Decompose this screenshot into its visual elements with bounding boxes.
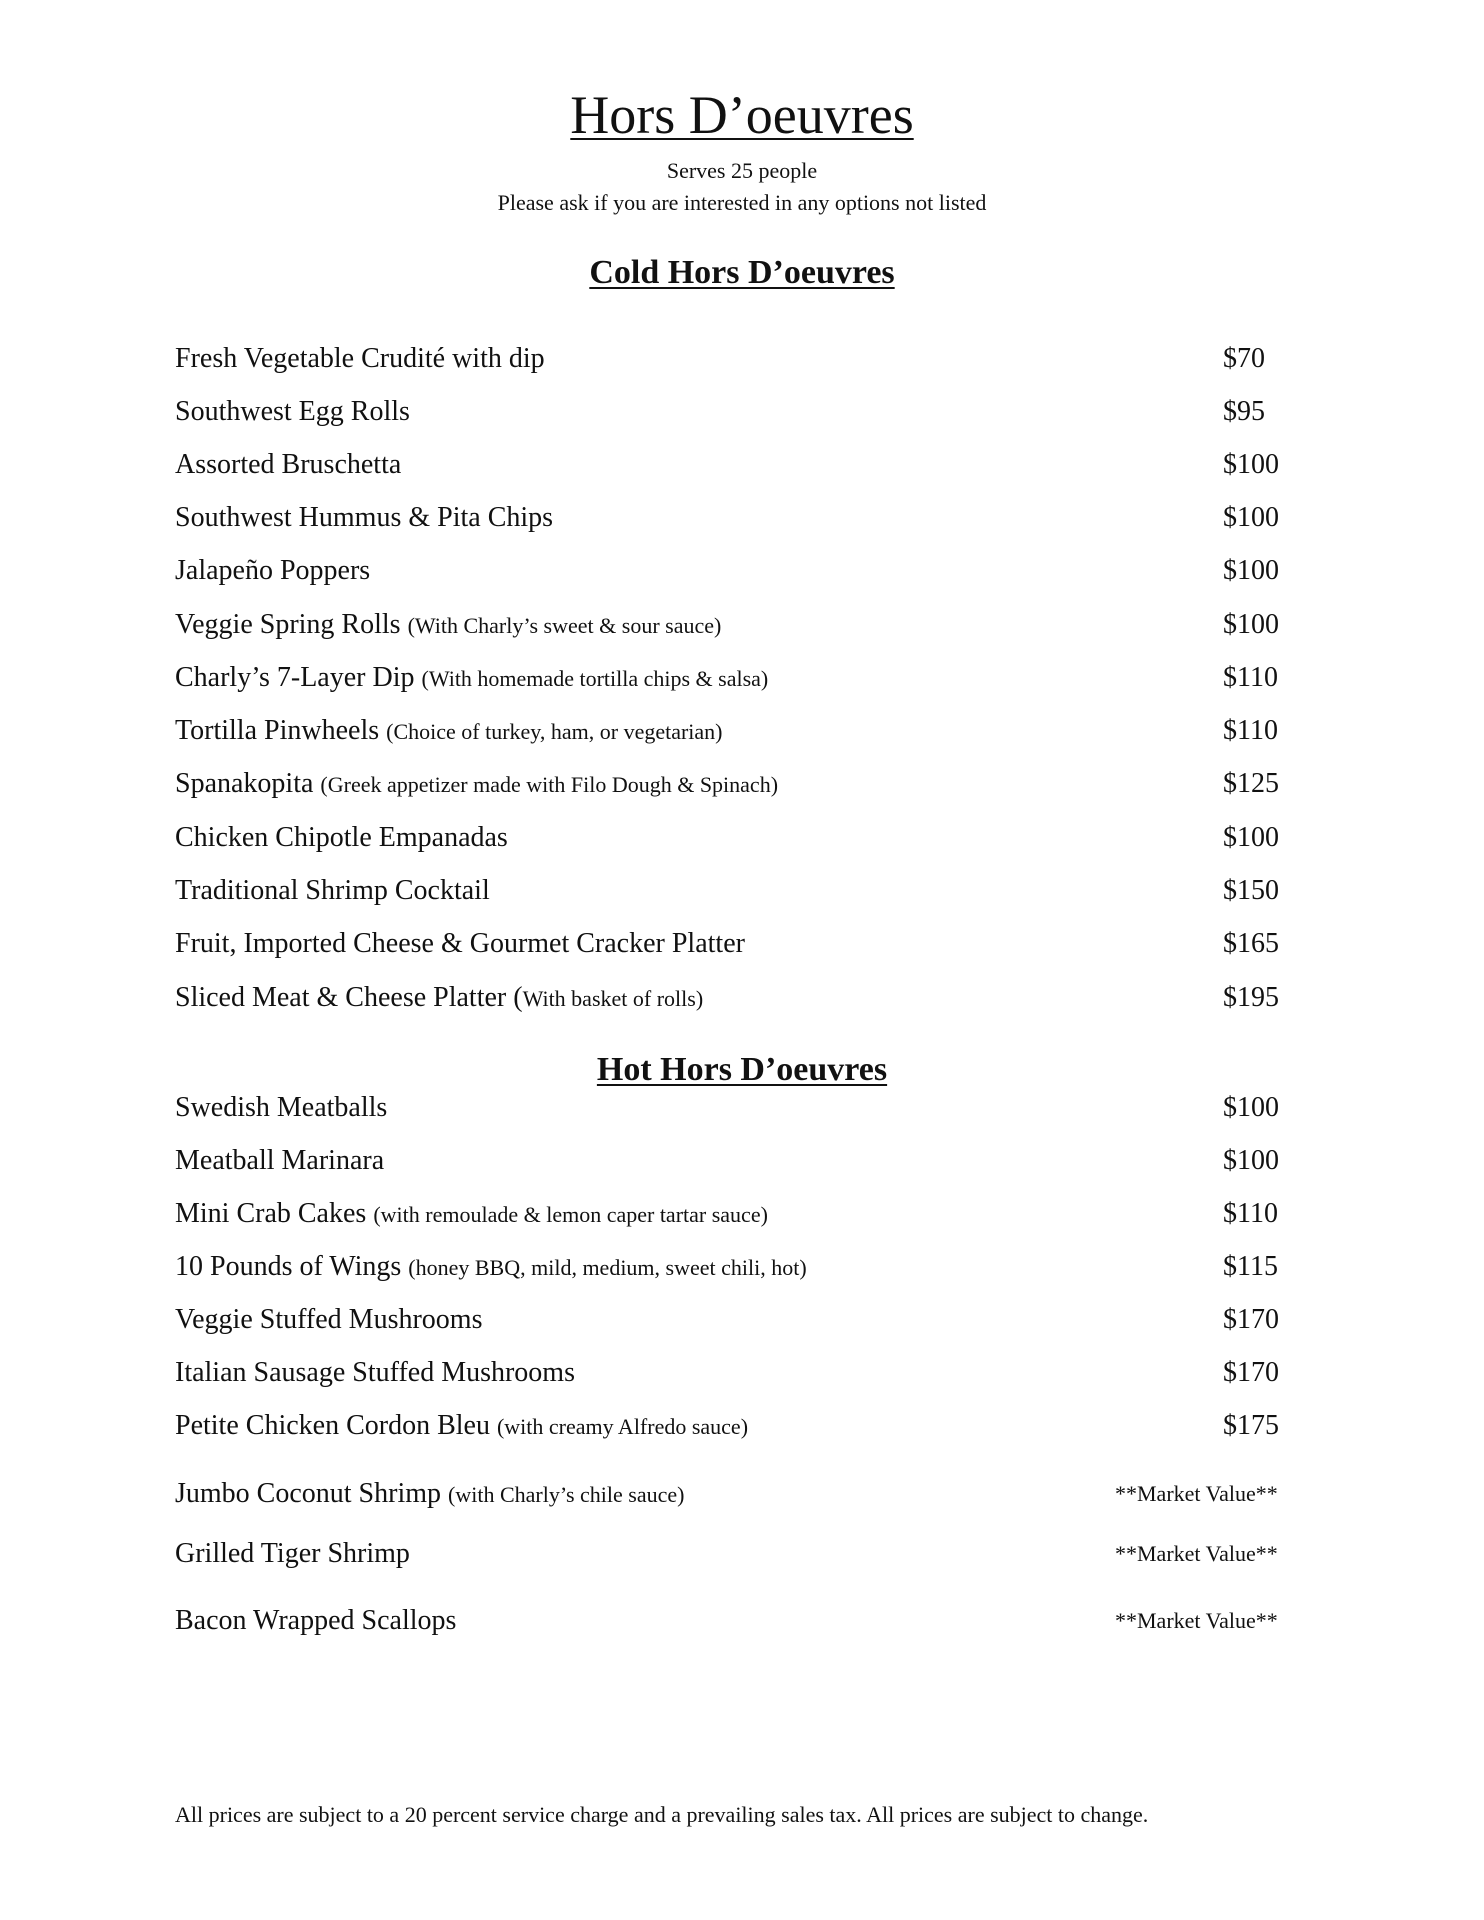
- menu-item-name: [175, 1247, 807, 1288]
- menu-item-price: $100: [1223, 609, 1279, 640]
- menu-item-title: Sliced Meat & Cheese Platter (: [175, 982, 523, 1013]
- menu-item-description: (with Charly’s chile sauce): [448, 1482, 685, 1507]
- page-title: Hors D’oeuvres: [570, 85, 914, 145]
- menu-item-title: Jalapeño Poppers: [175, 555, 371, 586]
- menu-item-title: Fruit, Imported Cheese & Gourmet Cracker Platter: [175, 928, 745, 959]
- menu-item-title: Southwest Hummus & Pita Chips: [175, 502, 554, 533]
- menu-item: [175, 605, 1305, 645]
- menu-item-title: Charly’s 7-Layer Dip: [175, 662, 415, 693]
- menu-item: [175, 978, 1305, 1018]
- menu-item-price: $115: [1223, 1251, 1278, 1282]
- menu-item-title: 10 Pounds of Wings: [175, 1251, 402, 1282]
- menu-item: [175, 1141, 1305, 1181]
- menu-item-description: (honey BBQ, mild, medium, sweet chili, hot): [408, 1255, 807, 1280]
- menu-item-name: [175, 1601, 456, 1641]
- menu-item: [175, 1406, 1305, 1446]
- menu-item-name: [175, 1141, 384, 1181]
- menu-item-title: Mini Crab Cakes: [175, 1198, 367, 1229]
- menu-item-name: [175, 498, 553, 538]
- menu-item-title: Traditional Shrimp Cocktail: [175, 875, 490, 906]
- menu-item-price: $170: [1223, 1304, 1279, 1335]
- menu-item: [175, 339, 1305, 379]
- menu-item-title: Petite Chicken Cordon Bleu: [175, 1410, 490, 1441]
- menu-item-name: [175, 658, 768, 699]
- menu-item-name: [175, 1088, 387, 1128]
- menu-item: [175, 658, 1305, 698]
- menu-item: [175, 445, 1305, 485]
- menu-item-title: Jumbo Coconut Shrimp: [175, 1478, 442, 1509]
- menu-item-title: Tortilla Pinwheels: [175, 715, 380, 746]
- menu-item: [175, 1194, 1305, 1234]
- menu-item-name: [175, 978, 703, 1019]
- serves-note: Serves 25 people: [666, 158, 818, 183]
- menu-item-title: Assorted Bruschetta: [175, 449, 402, 480]
- menu-item-title: Bacon Wrapped Scallops: [175, 1605, 457, 1636]
- menu-item: [175, 1601, 1305, 1641]
- menu-item-description: (Choice of turkey, ham, or vegetarian): [386, 719, 723, 744]
- menu-item-title: Veggie Stuffed Mushrooms: [175, 1304, 483, 1335]
- menu-item-name: [175, 392, 410, 432]
- menu-item: [175, 711, 1305, 751]
- menu-item: [175, 498, 1305, 538]
- menu-item-description: (With Charly’s sweet & sour sauce): [407, 613, 722, 638]
- options-note: Please ask if you are interested in any options not listed: [497, 190, 987, 215]
- menu-item: [175, 924, 1305, 964]
- menu-item-name: [175, 1406, 748, 1447]
- menu-item-price: $165: [1223, 928, 1279, 959]
- menu-item-price: $100: [1223, 1145, 1279, 1176]
- menu-item-price: $70: [1223, 343, 1265, 374]
- menu-item: [175, 871, 1305, 911]
- hot-section-heading: Hot Hors D’oeuvres: [596, 1051, 888, 1088]
- menu-item-price: $175: [1223, 1410, 1279, 1441]
- menu-item-name: [175, 605, 721, 646]
- menu-item-title: Italian Sausage Stuffed Mushrooms: [175, 1357, 575, 1388]
- menu-item-name: [175, 764, 778, 805]
- menu-item-price: $110: [1223, 662, 1278, 693]
- menu-item-name: [175, 1353, 575, 1393]
- menu-item: [175, 1353, 1305, 1393]
- menu-item-description: With basket of rolls): [522, 986, 704, 1011]
- menu-item: [175, 551, 1305, 591]
- market-value-price: **Market Value**: [1115, 1541, 1278, 1566]
- menu-item-name: [175, 1534, 410, 1574]
- menu-item-price: $110: [1223, 1198, 1278, 1229]
- menu-item-name: [175, 1194, 768, 1235]
- menu-item: [175, 1247, 1305, 1287]
- menu-item-name: [175, 339, 545, 379]
- menu-item-title: Spanakopita: [175, 768, 314, 799]
- menu-item-name: [175, 871, 490, 911]
- menu-item-price: $100: [1223, 449, 1279, 480]
- market-value-price: **Market Value**: [1115, 1608, 1278, 1633]
- menu-item-price: $170: [1223, 1357, 1279, 1388]
- cold-section-heading: Cold Hors D’oeuvres: [589, 254, 895, 291]
- market-value-price: **Market Value**: [1115, 1481, 1278, 1506]
- menu-item-name: [175, 818, 508, 858]
- menu-item-name: [175, 924, 745, 964]
- menu-item-name: [175, 445, 401, 485]
- pricing-disclaimer: All prices are subject to a 20 percent service charge and a prevailing sales tax. All prices are subject to change.: [175, 1802, 1149, 1827]
- menu-item-name: [175, 711, 723, 752]
- menu-item-name: [175, 1300, 482, 1340]
- menu-item-price: $95: [1223, 396, 1265, 427]
- menu-item-title: Chicken Chipotle Empanadas: [175, 822, 508, 853]
- menu-item-description: (with creamy Alfredo sauce): [496, 1414, 749, 1439]
- menu-item-price: $125: [1223, 768, 1279, 799]
- menu-item: [175, 1300, 1305, 1340]
- menu-item-name: [175, 1474, 684, 1515]
- menu-item-description: (Greek appetizer made with Filo Dough & Spinach): [320, 772, 779, 797]
- menu-item-description: (with remoulade & lemon caper tartar sauce): [373, 1202, 768, 1227]
- menu-item-name: [175, 551, 370, 591]
- menu-item-title: Meatball Marinara: [175, 1145, 385, 1176]
- menu-item-description: (With homemade tortilla chips & salsa): [421, 666, 769, 691]
- menu-item: [175, 818, 1305, 858]
- menu-item-price: $100: [1223, 1092, 1279, 1123]
- menu-item-title: Fresh Vegetable Crudité with dip: [175, 343, 545, 374]
- menu-item-price: $110: [1223, 715, 1278, 746]
- menu-item: [175, 392, 1305, 432]
- menu-item: [175, 1088, 1305, 1128]
- menu-item-price: $100: [1223, 555, 1279, 586]
- menu-item-title: Swedish Meatballs: [175, 1092, 388, 1123]
- menu-item: [175, 1474, 1305, 1514]
- menu-item-title: Veggie Spring Rolls: [175, 609, 401, 640]
- menu-item-title: Grilled Tiger Shrimp: [175, 1538, 410, 1569]
- menu-item-price: $100: [1223, 822, 1279, 853]
- menu-item: [175, 1534, 1305, 1574]
- menu-item-title: Southwest Egg Rolls: [175, 396, 410, 427]
- menu-item: [175, 764, 1305, 804]
- menu-item-price: $100: [1223, 502, 1279, 533]
- menu-item-price: $195: [1223, 982, 1279, 1013]
- menu-item-price: $150: [1223, 875, 1279, 906]
